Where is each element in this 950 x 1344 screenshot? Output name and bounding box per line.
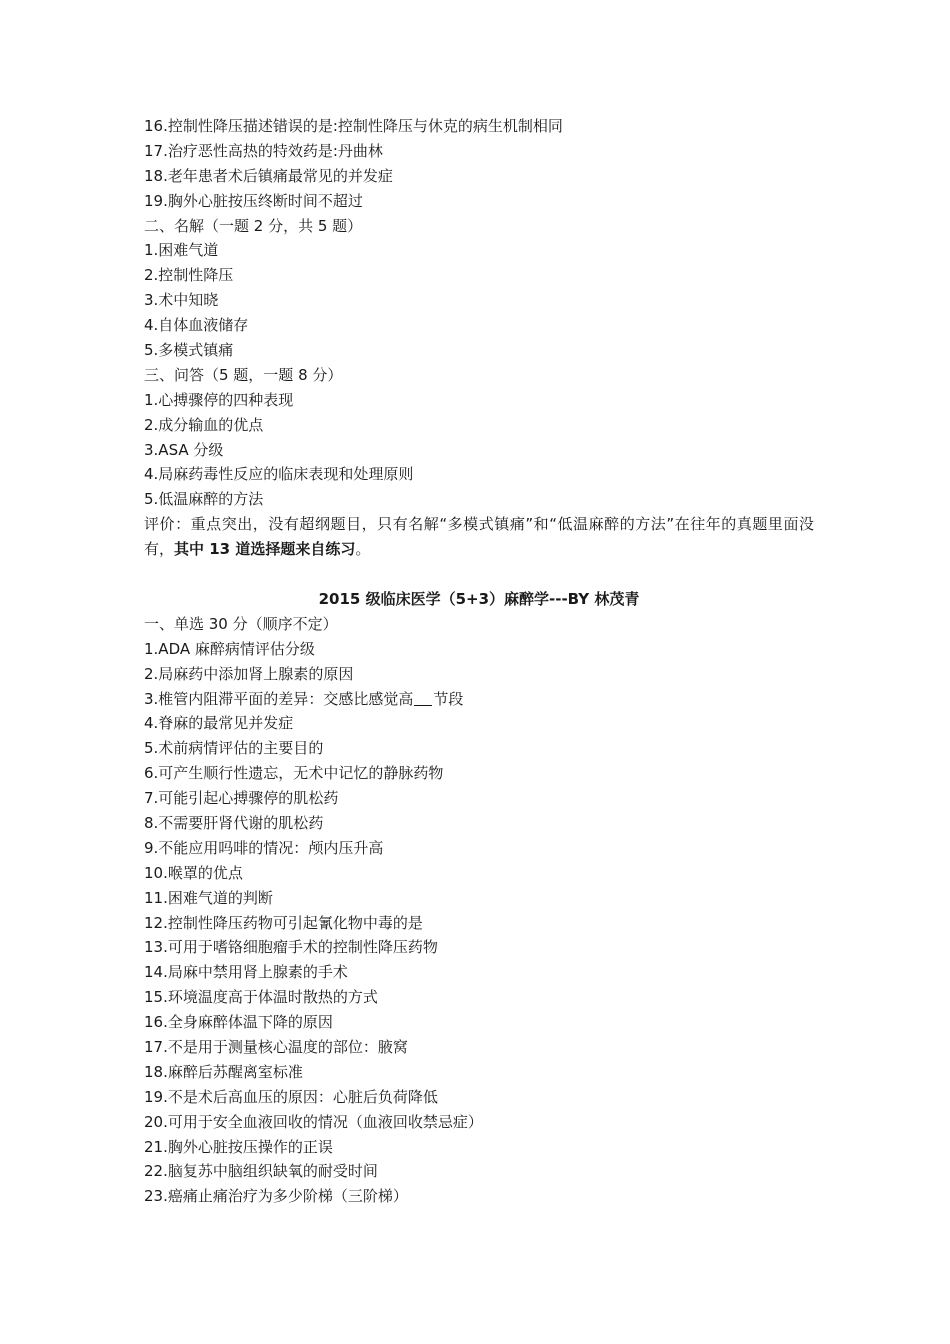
list-item: 16.全身麻醉体温下降的原因 xyxy=(144,1013,333,1032)
list-item: 4.脊麻的最常见并发症 xyxy=(144,714,294,733)
list-item: 7.可能引起心搏骤停的肌松药 xyxy=(144,789,339,808)
list-item: 4.自体血液储存 xyxy=(144,316,249,335)
list-item: 1.ADA 麻醉病情评估分级 xyxy=(144,639,315,658)
heading-wenda: 三、问答（5 题，一题 8 分） xyxy=(144,365,343,384)
list-item: 3.ASA 分级 xyxy=(144,440,224,459)
list-item: 2.成分输血的优点 xyxy=(144,415,264,434)
heading-danxuan: 一、单选 30 分（顺序不定） xyxy=(144,614,338,633)
list-item: 14.局麻中禁用肾上腺素的手术 xyxy=(144,963,348,982)
fill-in-blank xyxy=(414,691,432,706)
list-item: 10.喉罩的优点 xyxy=(144,863,243,882)
list-item: 1.困难气道 xyxy=(144,241,219,260)
list-item: 22.脑复苏中脑组织缺氧的耐受时间 xyxy=(144,1162,378,1181)
comment-highlight: 其中 13 道选择题来自练习 xyxy=(174,540,356,559)
list-item: 18.麻醉后苏醒离室标准 xyxy=(144,1062,303,1081)
list-item: 4.局麻药毒性反应的临床表现和处理原则 xyxy=(144,465,414,484)
list-item: 2.局麻药中添加肾上腺素的原因 xyxy=(144,664,354,683)
comment-text: 评价：重点突出，没有超纲题目，只有名解“多模式镇痛”和“低温麻醉的方法”在往年的真题里面没有， xyxy=(144,515,814,559)
spacer xyxy=(144,562,814,587)
list-item: 1.心搏骤停的四种表现 xyxy=(144,390,294,409)
list-item: 2.控制性降压 xyxy=(144,266,234,285)
section-a xyxy=(144,114,814,562)
section-b xyxy=(144,587,814,1209)
list-item: 6.可产生顺行性遗忘，无术中记忆的静脉药物 xyxy=(144,764,444,783)
list-item: 17.不是用于测量核心温度的部位：腋窝 xyxy=(144,1037,408,1056)
list-item xyxy=(144,687,814,712)
list-item: 15.环境温度高于体温时散热的方式 xyxy=(144,988,378,1007)
list-item: 21.胸外心脏按压操作的正误 xyxy=(144,1137,333,1156)
list-item: 19.不是术后高血压的原因：心脏后负荷降低 xyxy=(144,1087,438,1106)
list-item: 13.可用于嗜铬细胞瘤手术的控制性降压药物 xyxy=(144,938,438,957)
list-item: 9.不能应用吗啡的情况：颅内压升高 xyxy=(144,838,384,857)
item-3-suffix: 节段 xyxy=(433,689,464,708)
list-item: 11.困难气道的判断 xyxy=(144,888,273,907)
list-item: 5.术前病情评估的主要目的 xyxy=(144,739,324,758)
heading-mingjie: 二、名解（一题 2 分，共 5 题） xyxy=(144,216,363,235)
list-item: 8.不需要肝肾代谢的肌松药 xyxy=(144,813,324,832)
document-page xyxy=(144,114,814,1209)
list-item: 19.胸外心脏按压终断时间不超过 xyxy=(144,191,363,210)
item-3-prefix: 3.椎管内阻滞平面的差异：交感比感觉高 xyxy=(144,689,414,708)
list-item: 5.多模式镇痛 xyxy=(144,341,234,360)
list-item: 5.低温麻醉的方法 xyxy=(144,490,264,509)
list-item: 20.可用于安全血液回收的情况（血液回收禁忌症） xyxy=(144,1112,483,1131)
list-item: 23.癌痛止痛治疗为多少阶梯（三阶梯） xyxy=(144,1187,408,1206)
list-item: 18.老年患者术后镇痛最常见的并发症 xyxy=(144,166,393,185)
list-item: 17.治疗恶性高热的特效药是:丹曲林 xyxy=(144,141,383,160)
list-item: 16.控制性降压描述错误的是:控制性降压与休克的病生机制相同 xyxy=(144,117,563,135)
list-item: 12.控制性降压药物可引起氰化物中毒的是 xyxy=(144,913,423,932)
comment-paragraph xyxy=(144,512,814,562)
comment-end: 。 xyxy=(355,540,371,559)
section-title: 2015 级临床医学（5+3）麻醉学---BY 林茂青 xyxy=(318,589,640,608)
list-item: 3.术中知晓 xyxy=(144,291,219,310)
